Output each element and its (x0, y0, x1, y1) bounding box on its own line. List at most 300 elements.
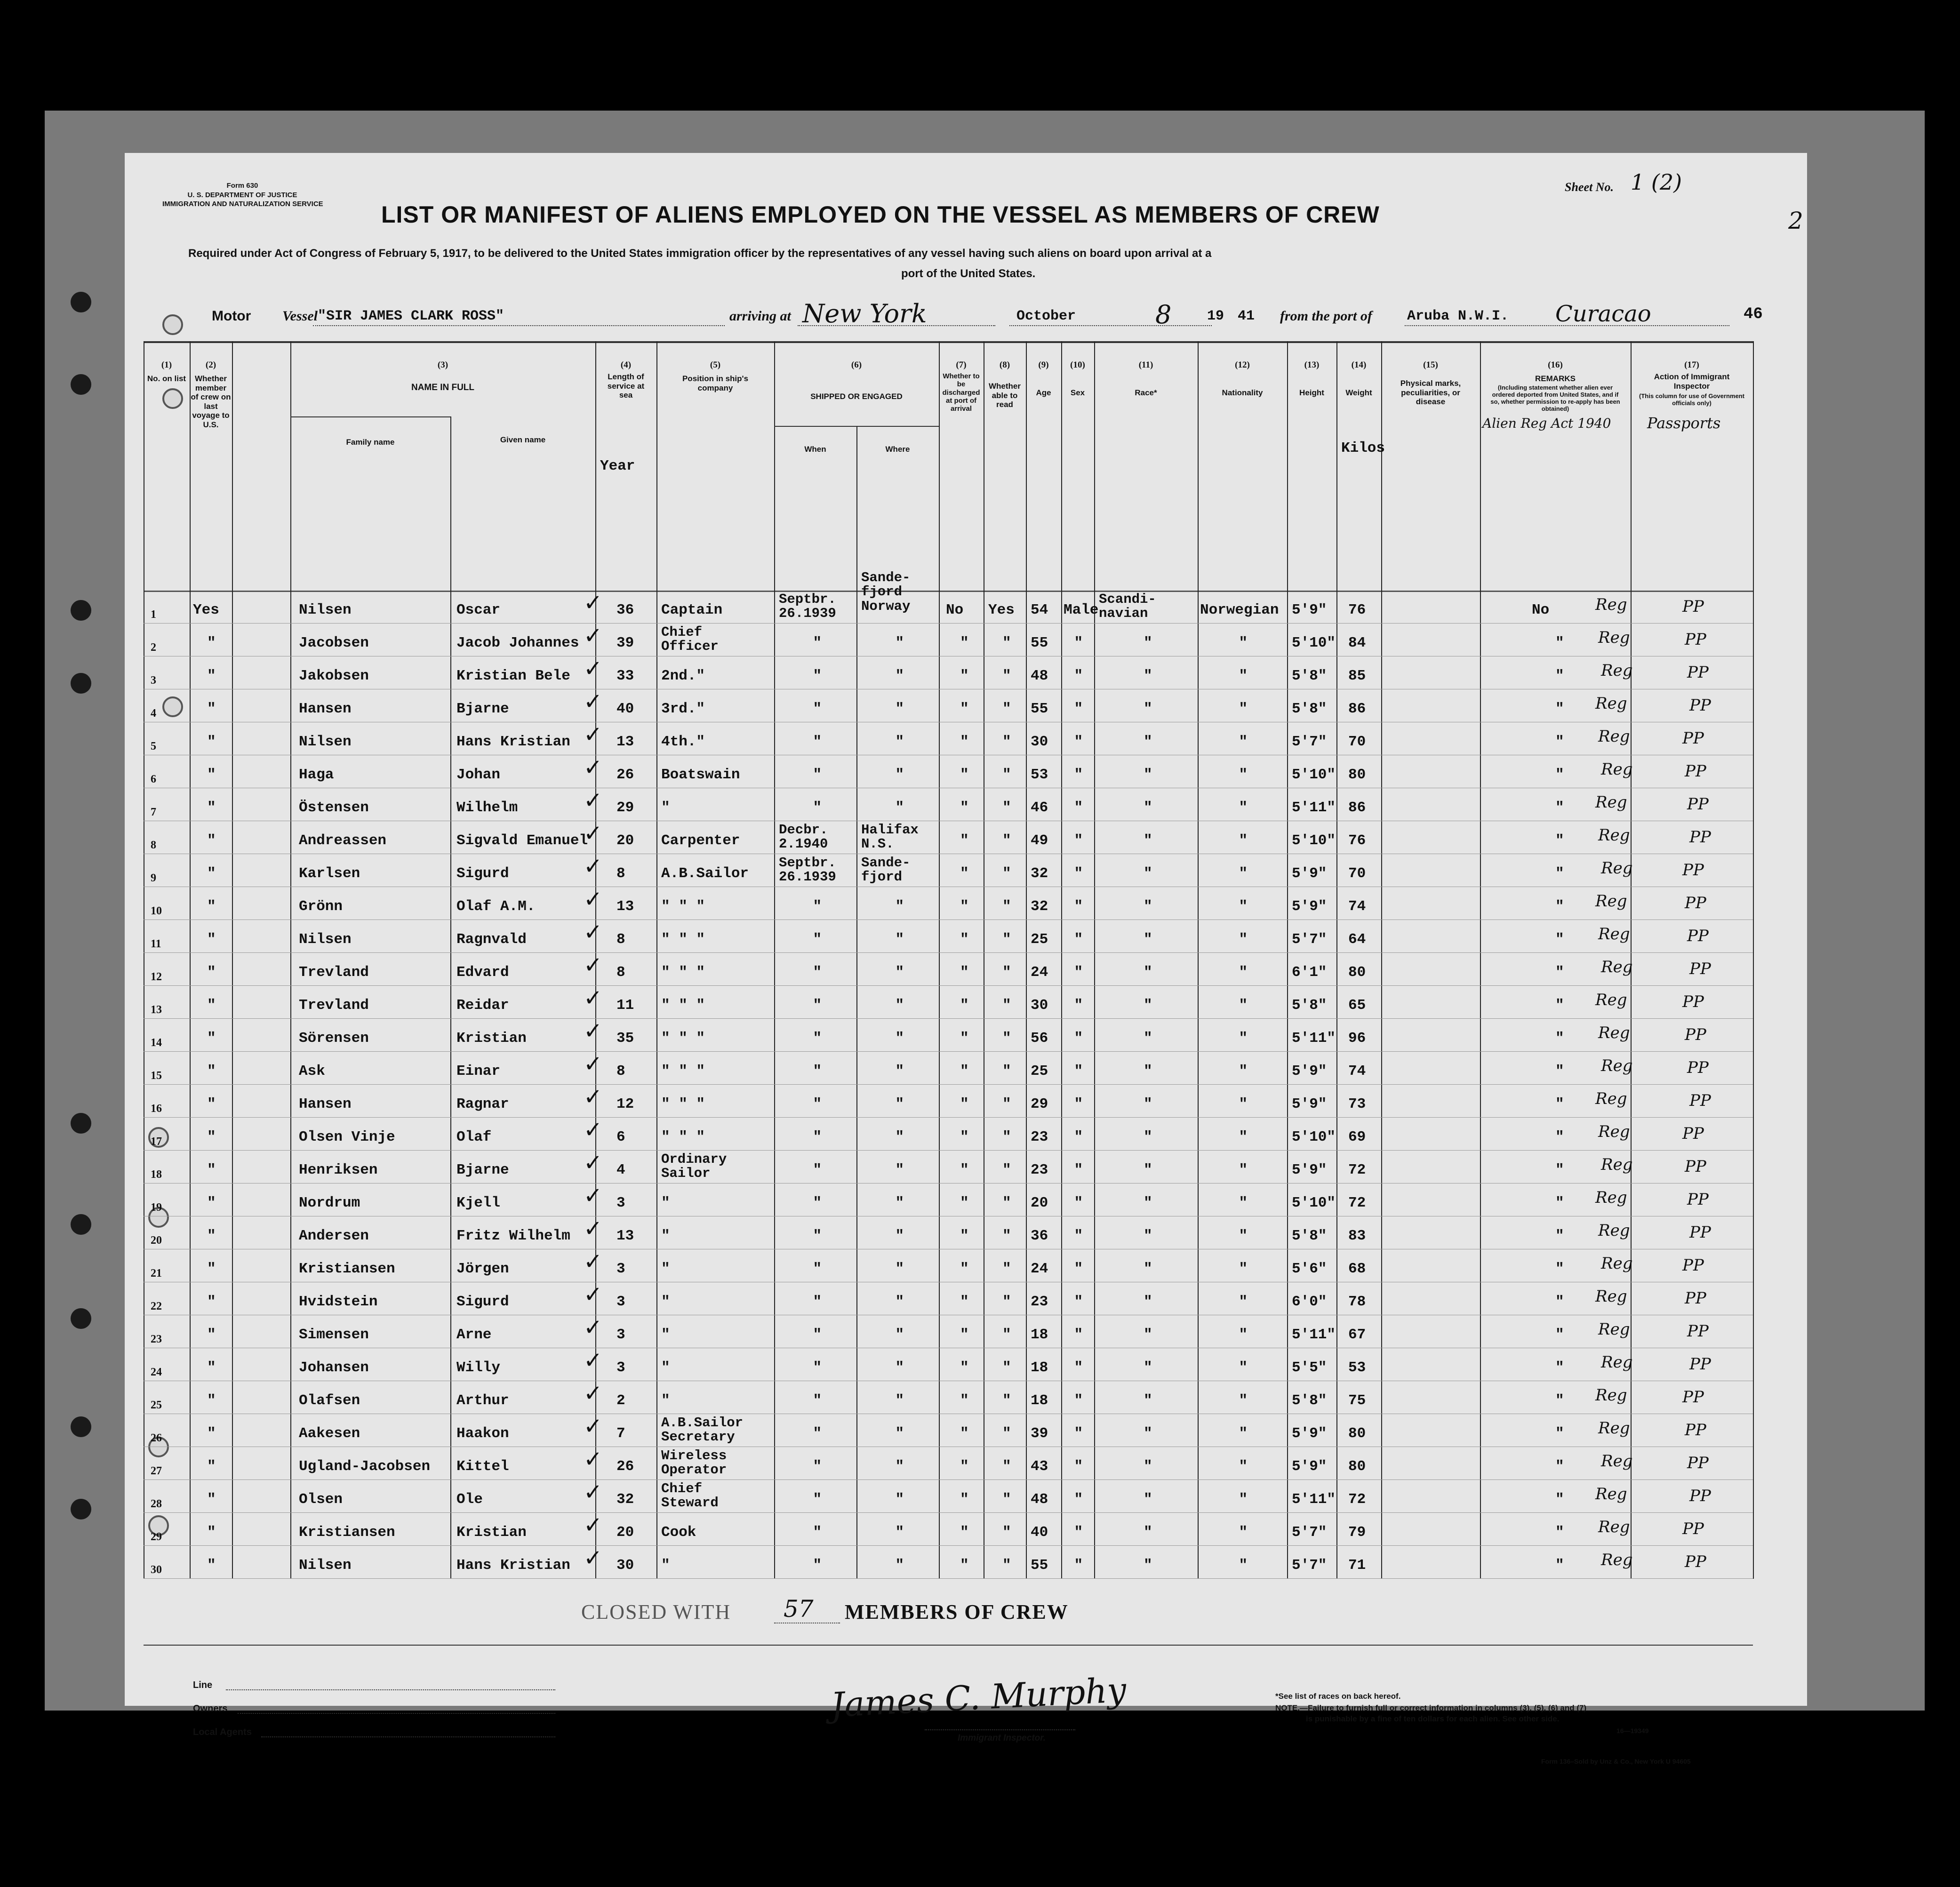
shipped-when-cell: " (813, 1261, 822, 1277)
col-number: (17) (1684, 360, 1699, 370)
check-mark: ✓ (584, 590, 603, 616)
can-read-cell: " (1002, 1063, 1011, 1079)
family-name-cell: Johansen (299, 1359, 369, 1376)
weight-cell: 67 (1348, 1327, 1366, 1343)
can-read-cell: " (1002, 635, 1011, 651)
shipped-where-cell: Sande- fjord Norway (861, 570, 911, 614)
age-cell: 54 (1031, 602, 1048, 618)
header-inspector-note: (This column for use of Government officials only) (1639, 392, 1744, 407)
discharged-cell: " (960, 1359, 969, 1376)
header-shipped-engaged: SHIPPED OR ENGAGED (810, 392, 903, 401)
family-name-cell: Jakobsen (299, 668, 369, 684)
passport-mark: PP (1685, 1025, 1706, 1044)
vessel-label: Vessel (282, 308, 318, 324)
remarks-cell: " (1555, 1030, 1564, 1047)
sex-cell: " (1074, 1458, 1083, 1475)
nationality-cell: " (1239, 767, 1248, 783)
penalty-note-2: is punishable by a fine of ten dollars for each alien. See other side. (1306, 1714, 1560, 1723)
punch-hole (71, 1214, 91, 1235)
departure-port-2: Curacao (1555, 301, 1651, 327)
given-name-cell: Hans Kristian (456, 1557, 570, 1574)
service-name: IMMIGRATION AND NATURALIZATION SERVICE (162, 200, 323, 208)
can-read-cell: " (1002, 701, 1011, 717)
sex-cell: " (1074, 1294, 1083, 1310)
can-read-cell: Yes (988, 602, 1015, 618)
discharged-cell: " (960, 898, 969, 915)
race-cell: " (1144, 800, 1152, 816)
family-name-cell: Ask (299, 1063, 325, 1079)
family-name-cell: Andersen (299, 1228, 369, 1244)
registration-mark: Reg (1595, 694, 1627, 713)
table-row (144, 1546, 1753, 1579)
service-years-cell: 3 (616, 1195, 625, 1211)
last-voyage-cell: " (207, 1458, 216, 1475)
col-number: (6) (851, 360, 862, 370)
shipped-where-cell: " (895, 1063, 904, 1079)
discharged-cell: " (960, 1327, 969, 1343)
last-voyage-cell: " (207, 1425, 216, 1442)
row-number: 1 (151, 608, 156, 621)
arrival-year: 41 (1238, 308, 1255, 324)
shipped-when-cell: " (813, 1557, 822, 1574)
sex-cell: " (1074, 964, 1083, 981)
sheet-number: 1 (2) (1631, 169, 1682, 195)
table-row (144, 1414, 1753, 1447)
table-row (144, 722, 1753, 755)
height-cell: 5'9" (1292, 898, 1327, 915)
family-name-cell: Hansen (299, 701, 352, 717)
position-cell: " " " (661, 964, 705, 981)
col-number: (2) (205, 360, 216, 370)
header-inspector-action: Action of Immigrant Inspector (1654, 372, 1730, 391)
shipped-when-cell: " (813, 1359, 822, 1376)
form-code: 16—19349 (1616, 1727, 1649, 1735)
shipped-where-cell: " (895, 767, 904, 783)
position-cell: 4th." (661, 734, 705, 750)
row-number: 19 (151, 1201, 162, 1214)
last-voyage-cell: " (207, 1392, 216, 1409)
remarks-cell: " (1555, 1491, 1564, 1508)
table-row (144, 624, 1753, 656)
punch-hole (71, 1416, 91, 1437)
can-read-cell: " (1002, 997, 1011, 1014)
shipped-where-cell: " (895, 1524, 904, 1541)
last-voyage-cell: Yes (193, 602, 219, 618)
nationality-cell: " (1239, 1162, 1248, 1178)
nationality-cell: " (1239, 931, 1248, 948)
age-cell: 30 (1031, 997, 1048, 1014)
registration-mark: Reg (1595, 991, 1627, 1009)
remarks-cell: " (1555, 898, 1564, 915)
position-cell: " " " (661, 898, 705, 915)
race-cell: " (1144, 767, 1152, 783)
nationality-cell: " (1239, 1294, 1248, 1310)
check-mark: ✓ (584, 1084, 603, 1110)
discharged-cell: " (960, 997, 969, 1014)
position-cell: Ordinary Sailor (661, 1151, 727, 1182)
printer-line: Form 136–Sold by Unz & Co., New York U 94605 (1541, 1758, 1691, 1765)
sex-cell: " (1074, 865, 1083, 882)
from-label: from the port of (1280, 308, 1372, 324)
registration-mark: Reg (1595, 1287, 1627, 1306)
age-cell: 29 (1031, 1096, 1048, 1112)
header-age: Age (1036, 388, 1051, 397)
sex-cell: " (1074, 898, 1083, 915)
row-number: 8 (151, 839, 156, 851)
shipped-where-cell: " (895, 964, 904, 981)
family-name-cell: Östensen (299, 800, 369, 816)
race-cell: " (1144, 734, 1152, 750)
shipped-when-cell: " (813, 734, 822, 750)
position-cell: Carpenter (661, 832, 740, 849)
position-cell: " " " (661, 931, 705, 948)
header-crew-last-voyage: Whether member of crew on last voyage to U.S. (191, 374, 231, 429)
family-name-cell: Nilsen (299, 602, 352, 618)
table-row (144, 1282, 1753, 1315)
service-years-cell: 29 (616, 800, 634, 816)
shipped-where-cell: " (895, 734, 904, 750)
passport-mark: PP (1687, 927, 1709, 945)
given-name-cell: Sigurd (456, 1294, 509, 1310)
arriving-label: arriving at (729, 308, 791, 324)
nationality-cell: " (1239, 701, 1248, 717)
race-cell: " (1144, 832, 1152, 849)
row-number: 27 (151, 1465, 162, 1477)
weight-cell: 80 (1348, 964, 1366, 981)
last-voyage-cell: " (207, 668, 216, 684)
closing-suffix: MEMBERS OF CREW (845, 1600, 1069, 1623)
col-number: (11) (1138, 360, 1153, 370)
check-mark: ✓ (584, 1150, 603, 1176)
last-voyage-cell: " (207, 734, 216, 750)
registration-mark: Reg (1601, 1056, 1633, 1075)
height-cell: 6'1" (1292, 964, 1327, 981)
passport-mark: PP (1687, 1190, 1709, 1209)
position-cell: " (661, 1294, 670, 1310)
age-cell: 18 (1031, 1359, 1048, 1376)
nationality-cell: " (1239, 898, 1248, 915)
position-cell: Boatswain (661, 767, 740, 783)
check-mark: ✓ (584, 1545, 603, 1571)
family-name-cell: Hansen (299, 1096, 352, 1112)
age-cell: 46 (1031, 800, 1048, 816)
position-cell: " (661, 1261, 670, 1277)
service-years-cell: 2 (616, 1392, 625, 1409)
row-number: 25 (151, 1399, 162, 1411)
nationality-cell: " (1239, 1524, 1248, 1541)
header-discharged: Whether to be discharged at port of arrival (942, 372, 980, 413)
service-years-cell: 26 (616, 767, 634, 783)
height-cell: 5'11" (1292, 1491, 1336, 1508)
race-cell: " (1144, 1425, 1152, 1442)
height-cell: 5'8" (1292, 701, 1327, 717)
shipped-where-cell: " (895, 635, 904, 651)
nationality-cell: " (1239, 1491, 1248, 1508)
manifest-sheet (125, 153, 1807, 1765)
sex-cell: " (1074, 1557, 1083, 1574)
age-cell: 24 (1031, 964, 1048, 981)
last-voyage-cell: " (207, 1261, 216, 1277)
discharged-cell: " (960, 865, 969, 882)
age-cell: 55 (1031, 701, 1048, 717)
registration-mark: Reg (1595, 793, 1627, 812)
can-read-cell: " (1002, 964, 1011, 981)
shipped-where-cell: " (895, 1327, 904, 1343)
table-row (144, 1052, 1753, 1085)
height-cell: 5'7" (1292, 931, 1327, 948)
remarks-cell: " (1555, 734, 1564, 750)
shipped-when-cell: " (813, 668, 822, 684)
race-cell: " (1144, 1195, 1152, 1211)
closing-prefix: CLOSED WITH (581, 1600, 731, 1623)
weight-cell: 68 (1348, 1261, 1366, 1277)
family-name-cell: Kristiansen (299, 1524, 395, 1541)
shipped-when-cell: " (813, 964, 822, 981)
row-number: 26 (151, 1432, 162, 1444)
age-cell: 39 (1031, 1425, 1048, 1442)
height-cell: 5'11" (1292, 1327, 1336, 1343)
weight-cell: 83 (1348, 1228, 1366, 1244)
nationality-cell: " (1239, 832, 1248, 849)
given-name-cell: Kittel (456, 1458, 509, 1475)
remarks-cell: " (1555, 1425, 1564, 1442)
weight-cell: 85 (1348, 668, 1366, 684)
height-cell: 5'5" (1292, 1359, 1327, 1376)
can-read-cell: " (1002, 1129, 1011, 1145)
service-years-cell: 11 (616, 997, 634, 1014)
given-name-cell: Bjarne (456, 701, 509, 717)
service-years-cell: 20 (616, 1524, 634, 1541)
service-years-cell: 30 (616, 1557, 634, 1574)
shipped-when-cell: " (813, 800, 822, 816)
check-mark: ✓ (584, 985, 603, 1011)
age-cell: 32 (1031, 898, 1048, 915)
last-voyage-cell: " (207, 865, 216, 882)
discharged-cell: " (960, 1491, 969, 1508)
check-mark: ✓ (584, 1018, 603, 1044)
discharged-cell: " (960, 964, 969, 981)
passport-mark: PP (1689, 828, 1711, 847)
punch-hole (71, 673, 91, 694)
row-number: 15 (151, 1070, 162, 1082)
row-number: 7 (151, 806, 156, 818)
given-name-cell: Arne (456, 1327, 492, 1343)
nationality-cell: " (1239, 1458, 1248, 1475)
weight-cell: 80 (1348, 1425, 1366, 1442)
nationality-cell: " (1239, 964, 1248, 981)
arrival-day: 8 (1155, 300, 1172, 329)
race-cell: " (1144, 1327, 1152, 1343)
sex-cell: " (1074, 1195, 1083, 1211)
header-when: When (804, 445, 826, 454)
row-number: 23 (151, 1333, 162, 1345)
table-row (144, 1216, 1753, 1249)
passport-mark: PP (1689, 696, 1711, 715)
weight-cell: 53 (1348, 1359, 1366, 1376)
shipped-when-cell: Septbr. 26.1939 (779, 592, 836, 622)
discharged-cell: " (960, 832, 969, 849)
registration-mark: Reg (1598, 1320, 1630, 1339)
last-voyage-cell: " (207, 767, 216, 783)
sex-cell: " (1074, 1392, 1083, 1409)
sex-cell: " (1074, 1327, 1083, 1343)
passport-mark: PP (1687, 663, 1709, 682)
table-row (144, 1348, 1753, 1381)
shipped-when-cell: Septbr. 26.1939 (779, 855, 836, 885)
height-cell: 5'9" (1292, 1458, 1327, 1475)
discharged-cell: " (960, 1557, 969, 1574)
service-years-cell: 13 (616, 734, 634, 750)
service-years-cell: 4 (616, 1162, 625, 1178)
can-read-cell: " (1002, 1030, 1011, 1047)
shipped-where-cell: " (895, 1392, 904, 1409)
shipped-where-cell: " (895, 668, 904, 684)
sex-cell: " (1074, 1425, 1083, 1442)
remarks-cell: " (1555, 1327, 1564, 1343)
weight-cell: 73 (1348, 1096, 1366, 1112)
nationality-cell: " (1239, 734, 1248, 750)
can-read-cell: " (1002, 1359, 1011, 1376)
weight-cell: 71 (1348, 1557, 1366, 1574)
position-cell: Chief Officer (661, 624, 719, 655)
page-title: LIST OR MANIFEST OF ALIENS EMPLOYED ON THE VESSEL AS MEMBERS OF CREW (381, 201, 1380, 228)
weight-cell: 79 (1348, 1524, 1366, 1541)
can-read-cell: " (1002, 832, 1011, 849)
registration-mark: Reg (1595, 595, 1627, 614)
remarks-cell: " (1555, 668, 1564, 684)
row-number: 6 (151, 773, 156, 785)
shipped-when-cell: " (813, 1228, 822, 1244)
col-number: (13) (1304, 360, 1320, 370)
remarks-cell: " (1555, 931, 1564, 948)
check-mark: ✓ (584, 853, 603, 880)
given-name-cell: Edvard (456, 964, 509, 981)
nationality-cell: " (1239, 1129, 1248, 1145)
last-voyage-cell: " (207, 1491, 216, 1508)
age-cell: 55 (1031, 1557, 1048, 1574)
registration-mark: Reg (1601, 1155, 1633, 1174)
shipped-where-cell: Sande- fjord (861, 855, 911, 885)
can-read-cell: " (1002, 1096, 1011, 1112)
registration-mark: Reg (1601, 661, 1633, 680)
check-mark: ✓ (584, 1479, 603, 1505)
year-prefix: 19 (1207, 308, 1224, 324)
sex-cell: " (1074, 1261, 1083, 1277)
sex-cell: " (1074, 1096, 1083, 1112)
discharged-cell: " (960, 800, 969, 816)
given-name-cell: Jacob Johannes (456, 635, 579, 651)
header-weight: Weight (1345, 388, 1372, 397)
race-cell: " (1144, 1557, 1152, 1574)
row-number: 13 (151, 1004, 162, 1016)
weight-cell: 96 (1348, 1030, 1366, 1047)
check-mark: ✓ (584, 1051, 603, 1077)
service-years-cell: 32 (616, 1491, 634, 1508)
col-number: (12) (1235, 360, 1250, 370)
last-voyage-cell: " (207, 800, 216, 816)
department-name: U. S. DEPARTMENT OF JUSTICE (187, 191, 297, 199)
weight-cell: 84 (1348, 635, 1366, 651)
given-name-cell: Hans Kristian (456, 734, 570, 750)
service-years-cell: 8 (616, 1063, 625, 1079)
header-remarks: REMARKS (1535, 374, 1576, 383)
passport-mark: PP (1685, 1421, 1706, 1439)
discharged-cell: " (960, 635, 969, 651)
age-cell: 30 (1031, 734, 1048, 750)
remarks-cell: No (1532, 602, 1550, 618)
service-years-cell: 8 (616, 964, 625, 981)
weight-cell: 70 (1348, 734, 1366, 750)
passport-mark: PP (1682, 992, 1704, 1011)
arrival-month: October (1016, 308, 1076, 324)
owners-label: Owners (193, 1703, 228, 1714)
header-nationality: Nationality (1222, 388, 1263, 397)
service-years-cell: 40 (616, 701, 634, 717)
table-row (144, 1085, 1753, 1118)
position-cell: " " " (661, 1129, 705, 1145)
age-cell: 55 (1031, 635, 1048, 651)
position-cell: Cook (661, 1524, 696, 1541)
position-cell: " (661, 800, 670, 816)
shipped-when-cell: " (813, 1294, 822, 1310)
shipped-when-cell: " (813, 1491, 822, 1508)
sex-cell: " (1074, 1129, 1083, 1145)
sex-cell: " (1074, 1228, 1083, 1244)
check-mark: ✓ (584, 1215, 603, 1242)
check-mark: ✓ (584, 1446, 603, 1472)
unit-kilos: Kilos (1341, 440, 1385, 456)
shipped-where-cell: " (895, 1294, 904, 1310)
col-number: (3) (437, 360, 448, 370)
position-cell: " " " (661, 1063, 705, 1079)
row-number: 22 (151, 1300, 162, 1312)
remarks-cell: " (1555, 800, 1564, 816)
weight-cell: 86 (1348, 800, 1366, 816)
discharged-cell: " (960, 1162, 969, 1178)
check-mark: ✓ (584, 623, 603, 649)
last-voyage-cell: " (207, 898, 216, 915)
header-height: Height (1299, 388, 1324, 397)
col-number: (4) (620, 360, 632, 370)
registration-mark: Reg (1595, 892, 1627, 911)
discharged-cell: " (960, 1030, 969, 1047)
header-length-of-service: Length of service at sea (607, 372, 645, 400)
table-row (144, 1381, 1753, 1414)
unit-year: Year (600, 458, 635, 474)
header-family-name: Family name (346, 438, 395, 447)
shipped-when-cell: " (813, 931, 822, 948)
check-mark: ✓ (584, 787, 603, 814)
position-cell: " (661, 1359, 670, 1376)
shipped-when-cell: " (813, 1030, 822, 1047)
check-mark: ✓ (584, 886, 603, 912)
arrival-port: New York (802, 299, 927, 328)
sex-cell: " (1074, 1162, 1083, 1178)
last-voyage-cell: " (207, 1162, 216, 1178)
form-header (162, 181, 322, 209)
nationality-cell: " (1239, 865, 1248, 882)
discharged-cell: " (960, 767, 969, 783)
last-voyage-cell: " (207, 635, 216, 651)
can-read-cell: " (1002, 931, 1011, 948)
family-name-cell: Nilsen (299, 931, 352, 948)
row-number: 20 (151, 1234, 162, 1247)
passport-mark: PP (1689, 1487, 1711, 1505)
given-name-cell: Jörgen (456, 1261, 509, 1277)
passport-mark: PP (1685, 1552, 1706, 1571)
age-cell: 40 (1031, 1524, 1048, 1541)
service-years-cell: 3 (616, 1327, 625, 1343)
